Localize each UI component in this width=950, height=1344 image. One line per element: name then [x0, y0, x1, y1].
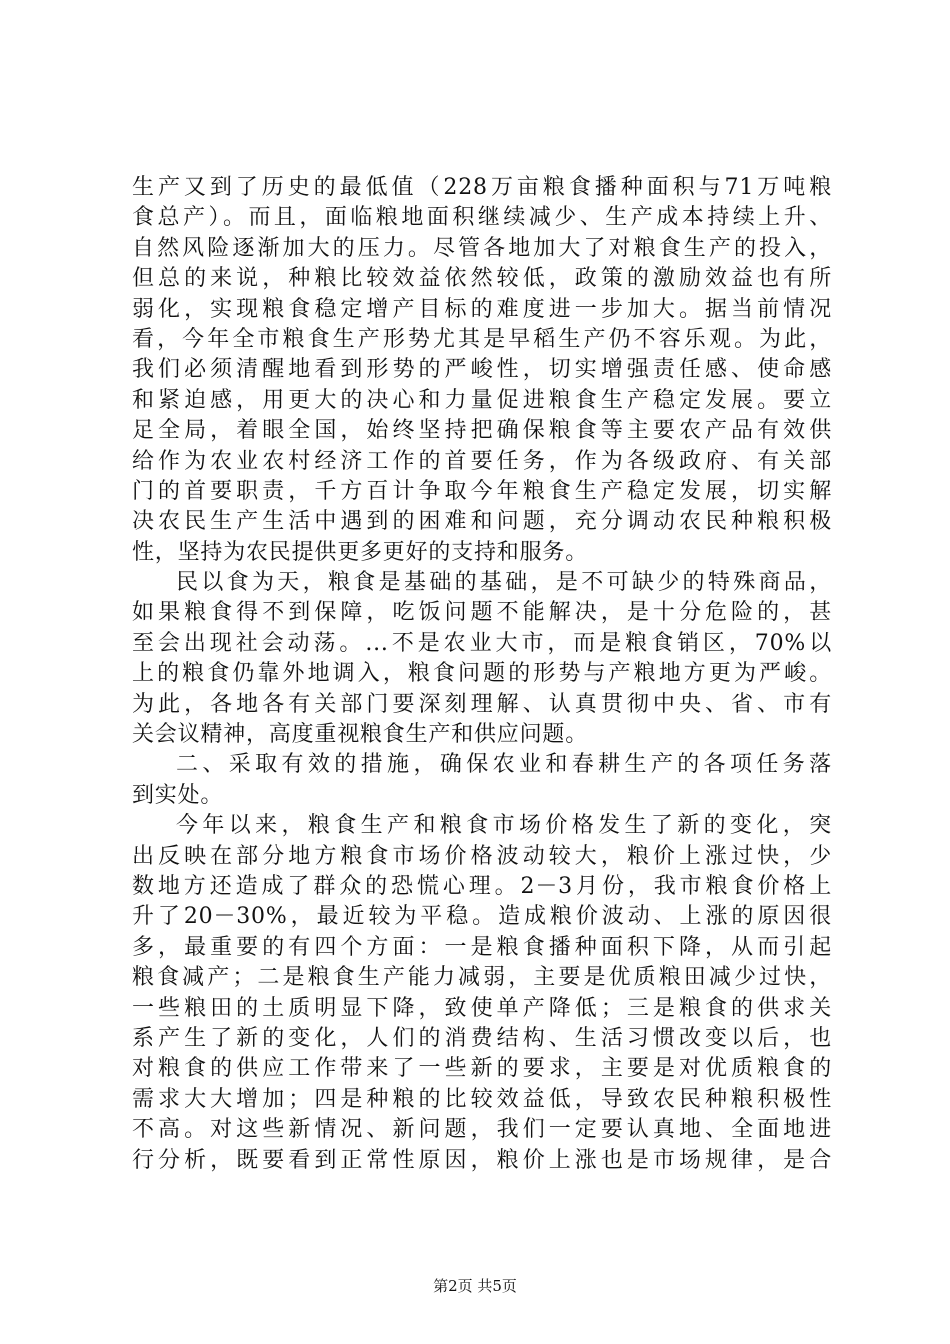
paragraph-first-line: 今年以来，粮食生产和粮食市场价格发生了新的变化，突	[176, 813, 832, 839]
text-line: 系产生了新的变化，人们的消费结构、生活习惯改变以后，也	[132, 1025, 832, 1051]
text-line: 对粮食的供应工作带来了一些新的要求，主要是对优质粮食的	[132, 1056, 832, 1082]
text-line: 如果粮食得不到保障，吃饭问题不能解决，是十分危险的，甚	[132, 600, 832, 626]
text-line: 生产又到了历史的最低值（228万亩粮食播种面积与71万吨粮	[132, 175, 832, 200]
text-line: 行分析，既要看到正常性原因，粮价上涨也是市场规律，是合	[132, 1147, 832, 1173]
text-line: 我们必须清醒地看到形势的严峻性，切实增强责任感、使命感	[132, 357, 832, 383]
text-line: 性，坚持为农民提供更多更好的支持和服务。	[132, 539, 589, 565]
text-line: 数地方还造成了群众的恐慌心理。2－3月份，我市粮食价格上	[132, 873, 832, 899]
text-line: 上的粮食仍靠外地调入，粮食问题的形势与产粮地方更为严峻。	[132, 661, 832, 687]
section-heading: 二、采取有效的措施，确保农业和春耕生产的各项任务落	[176, 752, 832, 778]
text-line: 粮食减产；二是粮食生产能力减弱，主要是优质粮田减少过快，	[132, 965, 832, 991]
text-line: 关会议精神，高度重视粮食生产和供应问题。	[132, 722, 589, 748]
page-number-footer: 第2页 共5页	[433, 1277, 517, 1295]
paragraph-first-line: 民以食为天，粮食是基础的基础，是不可缺少的特殊商品，	[176, 570, 832, 596]
text-line: 决农民生产生活中遇到的困难和问题，充分调动农民种粮积极	[132, 509, 832, 535]
text-line: 至会出现社会动荡。...不是农业大市，而是粮食销区，70%以	[132, 630, 832, 656]
section-heading-continued: 到实处。	[132, 782, 224, 808]
text-line: 需求大大增加；四是种粮的比较效益低，导致农民种粮积极性	[132, 1086, 832, 1112]
text-line: 足全局，着眼全国，始终坚持把确保粮食等主要农产品有效供	[132, 418, 832, 444]
text-line: 出反映在部分地方粮食市场价格波动较大，粮价上涨过快，少	[132, 843, 832, 869]
text-line: 升了20－30%，最近较为平稳。造成粮价波动、上涨的原因很	[132, 904, 832, 930]
text-line: 但总的来说，种粮比较效益依然较低，政策的激励效益也有所	[132, 266, 832, 292]
text-line: 食总产）。而且，面临粮地面积继续减少、生产成本持续上升、	[132, 205, 832, 231]
text-line: 看，今年全市粮食生产形势尤其是早稻生产仍不容乐观。为此，	[132, 326, 832, 352]
text-line: 自然风险逐渐加大的压力。尽管各地加大了对粮食生产的投入，	[132, 235, 832, 261]
text-line: 一些粮田的土质明显下降，致使单产降低；三是粮食的供求关	[132, 995, 832, 1021]
text-line: 不高。对这些新情况、新问题，我们一定要认真地、全面地进	[132, 1117, 832, 1143]
document-body	[132, 173, 832, 1176]
text-line: 弱化，实现粮食稳定增产目标的难度进一步加大。据当前情况	[132, 296, 832, 322]
text-line: 和紧迫感，用更大的决心和力量促进粮食生产稳定发展。要立	[132, 387, 832, 413]
text-line: 给作为农业农村经济工作的首要任务，作为各级政府、有关部	[132, 448, 832, 474]
text-line: 门的首要职责，千方百计争取今年粮食生产稳定发展，切实解	[132, 478, 832, 504]
text-line: 多，最重要的有四个方面：一是粮食播种面积下降，从而引起	[132, 934, 832, 960]
text-line: 为此，各地各有关部门要深刻理解、认真贯彻中央、省、市有	[132, 691, 832, 717]
